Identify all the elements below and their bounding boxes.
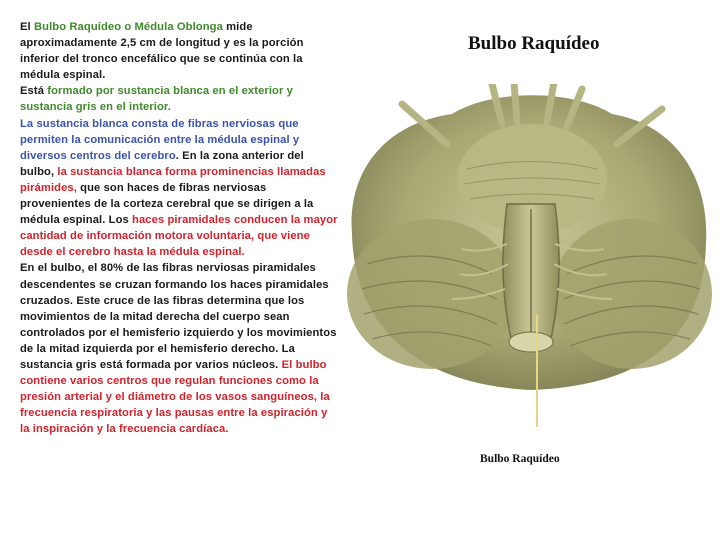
text-span: Bulbo Raquídeo o Médula Oblonga bbox=[33, 21, 223, 33]
paragraph-1 bbox=[20, 19, 338, 83]
paragraph-3 bbox=[20, 116, 338, 261]
text-span: mide aproximadamente 2,5 cm de longitud y es la porción inferior del tronco encefálico que se continúa con la médula espinal. bbox=[20, 21, 304, 82]
text-span: El bbox=[20, 21, 34, 33]
text-span: La sustancia blanca consta de fibras nerviosas que permiten la comunicación entre la médula espinal y diversos centros del cerebro bbox=[20, 117, 300, 162]
text-span: Está bbox=[20, 85, 48, 98]
text-span: haces piramidales conducen la mayor cantidad de información motora voluntaria, que viene desde el cerebro hasta la médula espinal. bbox=[20, 214, 338, 259]
paragraph-4 bbox=[20, 260, 338, 437]
description-text bbox=[20, 19, 338, 437]
text-span: que son haces de fibras nerviosas provenientes de la corteza cerebral que se dirigen a la médula espinal. Los bbox=[20, 181, 314, 227]
image-caption: Bulbo Raquídeo bbox=[480, 453, 560, 465]
medulla-cut-end bbox=[509, 332, 553, 352]
paragraph-2 bbox=[20, 83, 338, 115]
text-span: El bulbo contiene varios centros que regulan funciones como la presión arterial y el diámetro de los vasos sanguíneos, la frecuencia respiratoria y las pausas entre la espiración y la inspiración y la frecuencia cardíaca. bbox=[20, 358, 330, 436]
brainstem-photo bbox=[342, 84, 716, 398]
text-span: En el bulbo, el 80% de las fibras nerviosas piramidales descendentes se cruzan formando los haces piramidales cruzados. Este cruce de las fibras determina que los movimientos de la mitad derecha del cuerpo sean controlados por el hemisferio izquierdo y los movimientos de la mitad izquierda por el hemisferio derecho. La sustancia gris está formada por varios núcleos. bbox=[20, 262, 337, 371]
text-span: la sustancia blanca forma prominencias llamadas pirámides, bbox=[20, 165, 326, 194]
brainstem-illustration bbox=[342, 84, 716, 398]
text-span: formado por sustancia blanca en el exterior y sustancia gris en el interior. bbox=[20, 85, 293, 114]
page-title: Bulbo Raquídeo bbox=[468, 33, 600, 54]
text-span: . En la zona anterior del bulbo, bbox=[20, 149, 304, 178]
pointer-line bbox=[536, 315, 538, 427]
